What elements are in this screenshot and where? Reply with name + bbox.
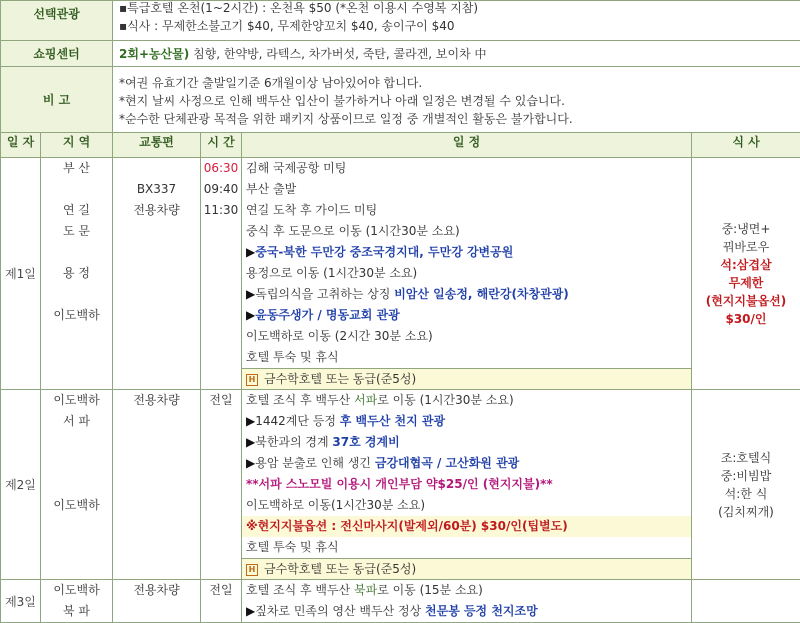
schedule-text: 로 이동 (1시간30분 소요) <box>377 393 513 407</box>
region-name <box>41 179 112 200</box>
transport-value <box>113 158 200 179</box>
schedule-text: 짚차로 민족의 영산 백두산 정상 <box>255 604 425 618</box>
schedule-highlight: 북파 <box>354 583 377 597</box>
day-label: 제1일 <box>1 158 41 390</box>
schedule-item <box>242 411 691 432</box>
day-row <box>1 158 800 390</box>
header-schedule: 일 정 <box>242 133 692 158</box>
schedule-item <box>242 537 691 558</box>
meal-item: 중:비빔밥 <box>692 467 800 485</box>
schedule-text: 호텔 투숙 및 휴식 <box>246 350 339 364</box>
note-line: *현지 날씨 사정으로 인해 백두산 입산이 불가하거나 아래 일정은 변경될 수 있습니다. <box>113 92 800 110</box>
region-name: 용 정 <box>41 263 112 284</box>
region-cell <box>41 158 113 390</box>
region-name: 부 산 <box>41 158 112 179</box>
transport-value: 전용차량 <box>113 200 200 221</box>
schedule-highlight: 서파 <box>354 393 377 407</box>
arrow-bullet: ▶ <box>246 604 255 618</box>
day-row <box>1 580 800 623</box>
region-name: 이도백하 <box>41 580 112 601</box>
notes-content <box>113 67 800 133</box>
schedule-text: 부산 출발 <box>246 182 296 196</box>
hotel-icon: H <box>246 564 258 576</box>
region-name: 이도백하 <box>41 305 112 326</box>
meal-item: 꿔바로우 <box>692 238 800 256</box>
meal-item: 석:한 식 <box>692 485 800 503</box>
day-label: 제3일 <box>1 580 41 623</box>
schedule-item <box>242 495 691 516</box>
shopping-label: 쇼핑센터 <box>1 41 113 67</box>
day-label: 제2일 <box>1 390 41 580</box>
note-line: *여권 유효기간 출발일기준 6개월이상 남아있어야 합니다. <box>113 74 800 92</box>
header-transport: 교통편 <box>113 133 201 158</box>
time-cell <box>201 158 242 390</box>
schedule-item <box>242 242 691 263</box>
schedule-item <box>242 221 691 242</box>
optional-tour-line-1: ▪특급호텔 온천(1~2시간) : 온천욕 $50 (*온천 이용시 수영복 지참) <box>113 0 800 17</box>
meals-cell <box>692 158 800 390</box>
region-name: 도 문 <box>41 221 112 242</box>
schedule-item <box>242 516 691 537</box>
meal-item: 무제한 <box>692 274 800 292</box>
header-region: 지 역 <box>41 133 113 158</box>
schedule-highlight: 천문봉 등정 천지조망 <box>425 604 538 618</box>
region-name <box>41 453 112 474</box>
region-name <box>41 242 112 263</box>
schedule-item <box>242 453 691 474</box>
time-value: 09:40 <box>201 179 241 200</box>
schedule-text: 호텔 조식 후 백두산 <box>246 393 354 407</box>
schedule-item <box>242 432 691 453</box>
optional-tour-content <box>113 1 800 41</box>
transport-value: 전용차량 <box>113 580 200 601</box>
arrow-bullet: ▶ <box>246 287 255 301</box>
arrow-bullet: ▶ <box>246 308 255 322</box>
time-value: 전일 <box>201 580 241 601</box>
shopping-items: 침향, 한약방, 라텍스, 차가버섯, 죽탄, 콜라겐, 보이차 中 <box>189 47 486 61</box>
schedule-text: 중식 후 도문으로 이동 (1시간30분 소요) <box>246 224 460 238</box>
arrow-bullet: ▶ <box>246 456 255 470</box>
optional-tour-line-2: ▪식사 : 무제한소불고기 $40, 무제한양꼬치 $40, 송이구이 $40 <box>113 17 800 35</box>
region-name <box>41 432 112 453</box>
schedule-text: 연길 도착 후 가이드 미팅 <box>246 203 377 217</box>
time-cell <box>201 390 242 580</box>
schedule-text: ※현지지불옵션 : 전신마사지(발제외/60분) $30/인(팁별도) <box>246 519 568 533</box>
schedule-cell <box>242 580 692 623</box>
schedule-item <box>242 474 691 495</box>
region-cell <box>41 390 113 580</box>
schedule-item <box>242 580 691 601</box>
meal-item: 조:호텔식 <box>692 449 800 467</box>
region-name: 이도백하 <box>41 495 112 516</box>
meals-cell <box>692 580 800 623</box>
notes-label: 비 고 <box>1 67 113 133</box>
hotel-line <box>242 558 691 579</box>
meals-cell <box>692 390 800 580</box>
schedule-item <box>242 284 691 305</box>
arrow-bullet: ▶ <box>246 245 255 259</box>
schedule-text: 윤동주생가 / 명동교회 관광 <box>255 308 399 322</box>
transport-value: 전용차량 <box>113 390 200 411</box>
shopping-content <box>113 41 800 67</box>
hotel-name: 금수학호텔 또는 동급(준5성) <box>264 562 416 576</box>
day-row <box>1 390 800 580</box>
transport-cell <box>113 580 201 623</box>
region-cell <box>41 580 113 623</box>
header-time: 시 간 <box>201 133 242 158</box>
arrow-bullet: ▶ <box>246 435 255 449</box>
schedule-highlight: 비암산 일송정, 해란강(차창관광) <box>394 287 569 301</box>
schedule-text: 호텔 투숙 및 휴식 <box>246 540 339 554</box>
note-line: *순수한 단체관광 목적을 위한 패키지 상품이므로 일정 중 개별적인 활동은 불가합니다. <box>113 110 800 128</box>
time-value: 06:30 <box>201 158 241 179</box>
schedule-text: 김해 국제공항 미팅 <box>246 161 346 175</box>
header-meals: 식 사 <box>692 133 800 158</box>
schedule-item <box>242 200 691 221</box>
schedule-text: 호텔 조식 후 백두산 <box>246 583 354 597</box>
schedule-item <box>242 179 691 200</box>
region-name: 연 길 <box>41 200 112 221</box>
schedule-text: **서파 스노모빌 이용시 개인부담 약$25/인 (현지지불)** <box>246 477 553 491</box>
optional-tour-label: 선택관광 <box>1 1 113 41</box>
header-day: 일 자 <box>1 133 41 158</box>
meal-item: 석:삼겹살 <box>692 256 800 274</box>
transport-value: BX337 <box>113 179 200 200</box>
hotel-name: 금수학호텔 또는 동급(준5성) <box>264 372 416 386</box>
schedule-item <box>242 263 691 284</box>
hotel-line <box>242 368 691 389</box>
time-value: 전일 <box>201 390 241 411</box>
region-name: 서 파 <box>41 411 112 432</box>
schedule-text: 용암 분출로 인해 생긴 <box>255 456 375 470</box>
time-cell <box>201 580 242 623</box>
schedule-item <box>242 347 691 368</box>
meal-item: 중:냉면+ <box>692 220 800 238</box>
schedule-highlight: 후 백두산 천지 관광 <box>340 414 445 428</box>
region-name <box>41 284 112 305</box>
schedule-item <box>242 326 691 347</box>
schedule-text: 중국-북한 두만강 중조국경지대, 두만강 강변공원 <box>255 245 513 259</box>
schedule-text: 이도백하로 이동 (2시간 30분 소요) <box>246 329 433 343</box>
schedule-text: 북한과의 경계 <box>255 435 332 449</box>
schedule-item <box>242 158 691 179</box>
meal-item: $30/인 <box>692 310 800 328</box>
shopping-count: 2회+농산물) <box>119 47 189 61</box>
region-name: 이도백하 <box>41 390 112 411</box>
schedule-item <box>242 305 691 326</box>
hotel-icon: H <box>246 374 258 386</box>
schedule-text: 1442계단 등정 <box>255 414 340 428</box>
schedule-item <box>242 601 691 622</box>
schedule-text: 이도백하로 이동(1시간30분 소요) <box>246 498 425 512</box>
schedule-item <box>242 390 691 411</box>
schedule-highlight: 금강대협곡 / 고산화원 관광 <box>375 456 519 470</box>
meal-item: (김치찌개) <box>692 503 800 521</box>
time-value: 11:30 <box>201 200 241 221</box>
schedule-cell <box>242 390 692 580</box>
meal-item: (현지지불옵션) <box>692 292 800 310</box>
transport-cell <box>113 158 201 390</box>
schedule-text: 로 이동 (15분 소요) <box>377 583 483 597</box>
schedule-text: 용정으로 이동 (1시간30분 소요) <box>246 266 417 280</box>
schedule-cell <box>242 158 692 390</box>
region-name: 북 파 <box>41 601 112 622</box>
schedule-text: 독립의식을 고취하는 상징 <box>255 287 394 301</box>
schedule-highlight: 37호 경계비 <box>332 435 399 449</box>
region-name <box>41 474 112 495</box>
arrow-bullet: ▶ <box>246 414 255 428</box>
transport-cell <box>113 390 201 580</box>
